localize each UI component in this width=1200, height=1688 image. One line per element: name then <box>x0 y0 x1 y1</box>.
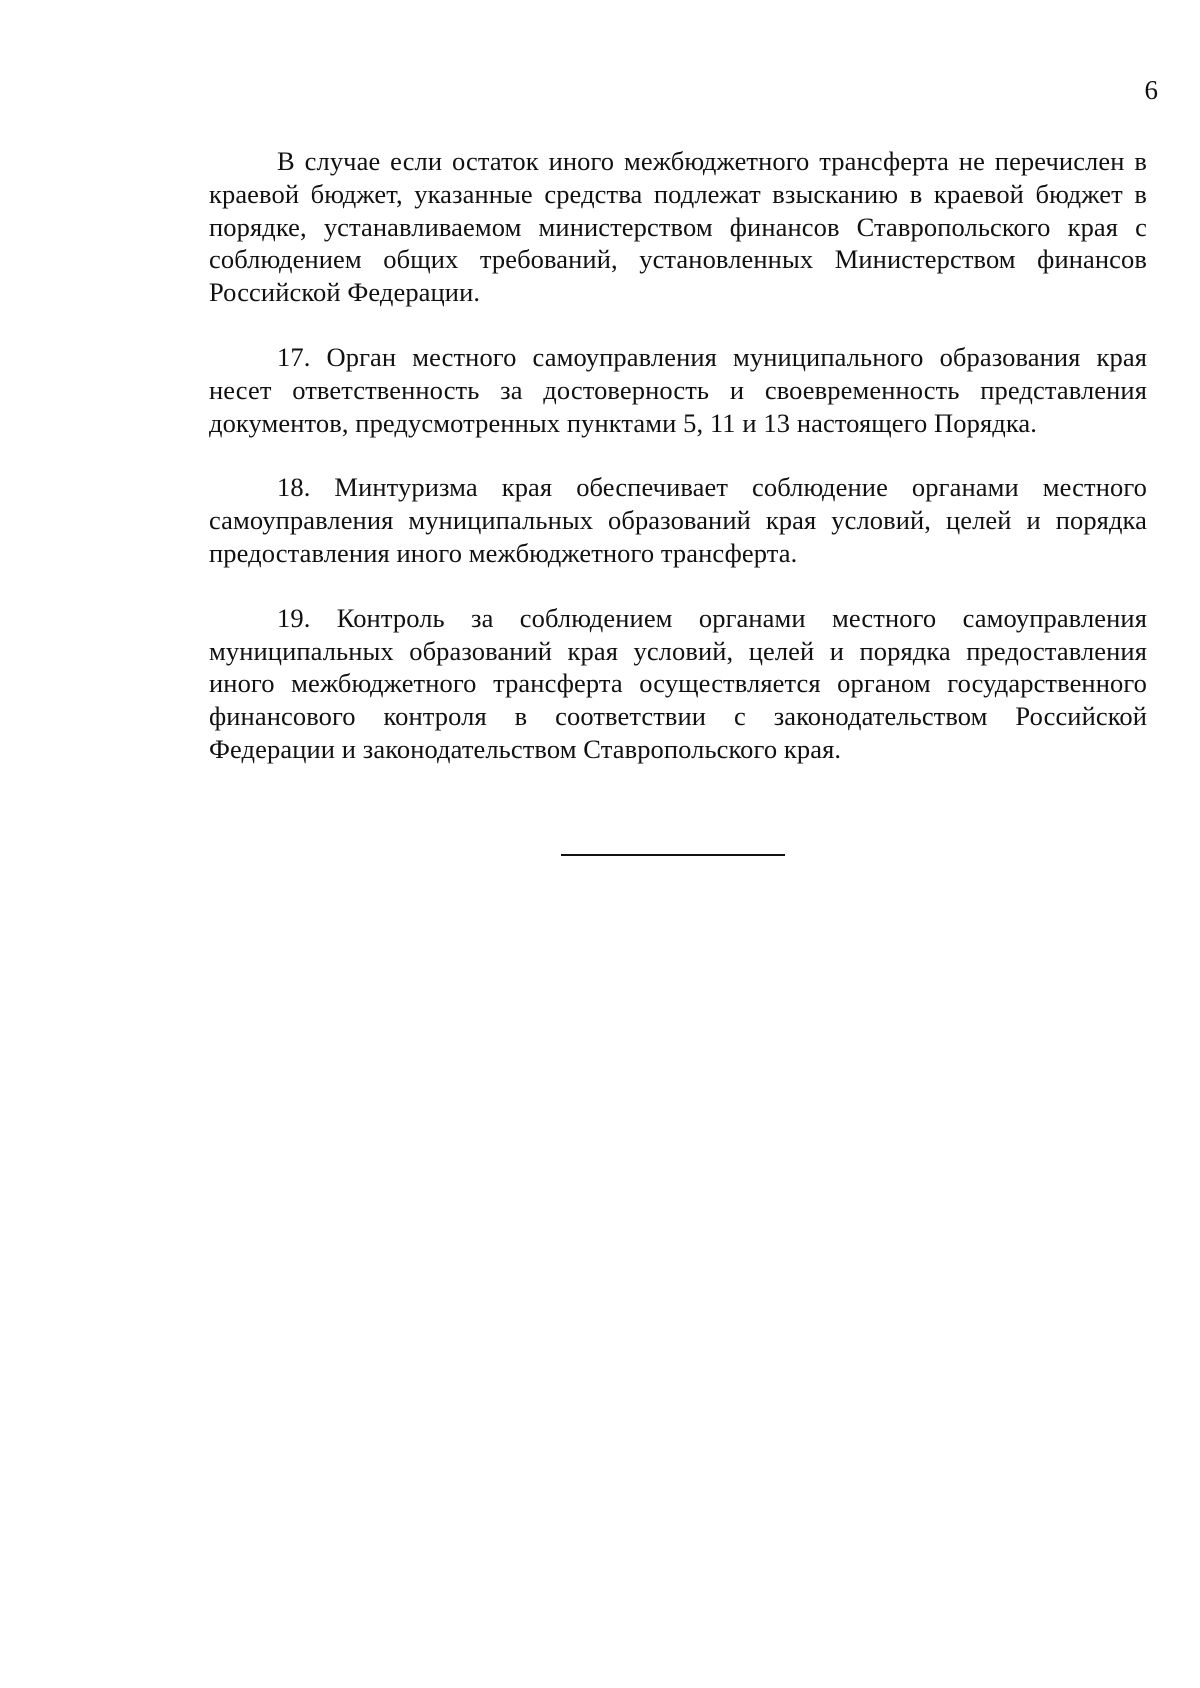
paragraph-intro: В случае если остаток иного межбюджетного трансферта не перечислен в краевой бюджет, указанные средства подлежат взысканию в краевой бюджет в порядке, устанавливаемом министерством финансов Ставропольского края с соблюдением общих требований, установленных Министерством финансов Российской Федерации. <box>209 146 1147 308</box>
paragraph-item-17: 17. Орган местного самоуправления муниципального образования края несет ответственность за достоверность и своевременность представления документов, предусмотренных пунктами 5, 11 и 13 настоящего Порядка. <box>209 341 1147 438</box>
document-body <box>209 145 1147 766</box>
paragraph-item-18: 18. Минтуризма края обеспечивает соблюдение органами местного самоуправления муниципальных образований края условий, целей и порядка предоставления иного межбюджетного трансферта. <box>209 472 1147 568</box>
end-of-document-rule <box>561 854 785 856</box>
page-number: 6 <box>1144 75 1158 105</box>
paragraph-item-19: 19. Контроль за соблюдением органами местного самоуправления муниципальных образований края условий, целей и порядка предоставления иного межбюджетного трансферта осуществляется органом государственного финансового контроля в соответствии с законодательством Российской Федерации и законодательством Ставропольского края. <box>209 602 1147 764</box>
